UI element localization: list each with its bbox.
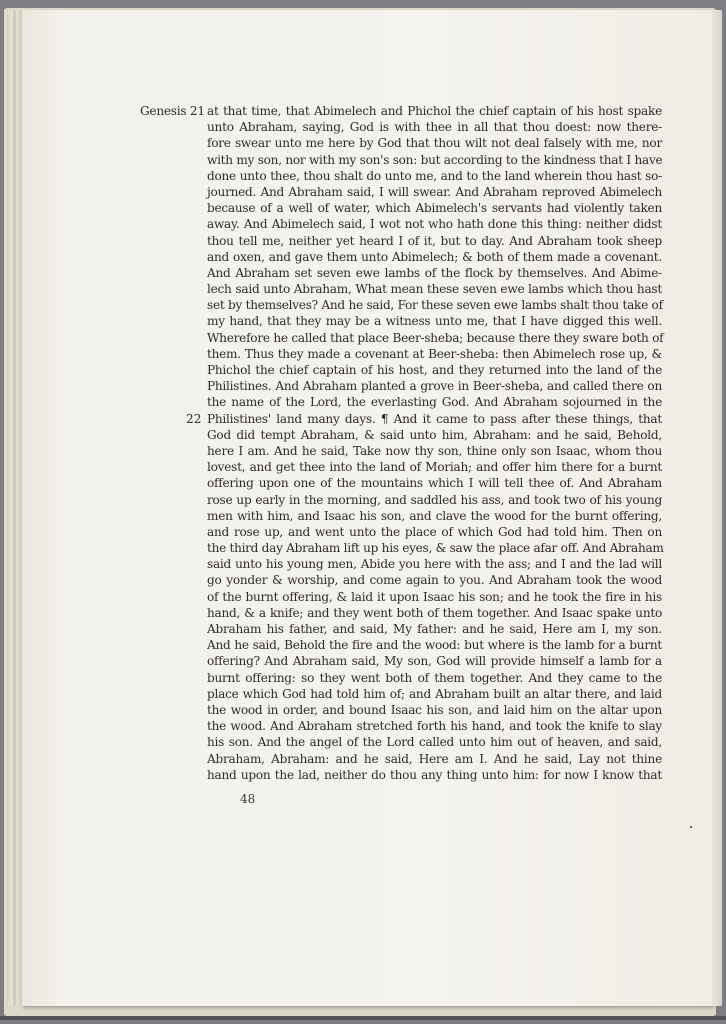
text-line: God did tempt Abraham, & said unto him, Abraham: and he said, Behold, — [207, 427, 662, 442]
text-line: and rose up, and went unto the place of which God had told him. Then on — [207, 524, 662, 539]
page-edges — [4, 10, 24, 1006]
text-line: set by themselves? And he said, For these seven ewe lambs shalt thou take of — [207, 298, 663, 313]
text-line: lovest, and get thee into the land of Moriah; and offer him there for a burnt — [207, 460, 662, 475]
text-line: the third day Abraham lift up his eyes, & saw the place afar off. And Abraham — [207, 541, 664, 556]
text-line: journed. And Abraham said, I will swear. And Abraham reproved Abimelech — [207, 184, 662, 199]
text-line: at that time, that Abimelech and Phichol the chief captain of his host spake — [207, 104, 662, 118]
text-line: because of a well of water, which Abimelech's servants had violently taken — [207, 201, 662, 216]
book-name: Genesis — [140, 104, 187, 118]
text-line: And Abraham set seven ewe lambs of the flock by themselves. And Abime- — [207, 265, 662, 280]
text-line: away. And Abimelech said, I wot not who hath done this thing: neither didst — [207, 217, 662, 232]
text-line: here I am. And he said, Take now thy son, thine only son Isaac, whom thou — [207, 443, 662, 458]
text-line: offering? And Abraham said, My son, God will provide himself a lamb for a — [207, 654, 662, 669]
scan-bottom-edge — [0, 1016, 726, 1020]
text-line: said unto his young men, Abide you here with the ass; and I and the lad will — [207, 557, 662, 572]
text-line: thou tell me, neither yet heard I of it, but to day. And Abraham took sheep — [207, 233, 662, 248]
text-line: burnt offering: so they went both of them together. And they came to the — [207, 670, 662, 685]
text-line: Phichol the chief captain of his host, and they returned into the land of the — [207, 363, 662, 377]
text-line: go yonder & worship, and come again to you. And Abraham took the wood — [207, 573, 662, 588]
text-line: Philistines. And Abraham planted a grove in Beer-sheba, and called there on — [207, 379, 662, 394]
page-number: 48 — [240, 792, 256, 806]
text-line: place which God had told him of; and Abraham built an altar there, and laid — [207, 686, 662, 701]
text-line: Wherefore he called that place Beer-sheba; because there they sware both of — [207, 330, 664, 345]
text-line: the name of the Lord, the everlasting God. And Abraham sojourned in the — [207, 395, 662, 410]
text-line: and oxen, and gave them unto Abimelech; & both of them made a covenant. — [207, 249, 662, 264]
text-line: with my son, nor with my son's son: but according to the kindness that I have — [207, 152, 663, 167]
body-text — [207, 103, 662, 783]
text-line: of the burnt offering, & laid it upon Isaac his son; and he took the fire in his — [207, 589, 662, 604]
verse-marker: 22 — [186, 412, 202, 426]
text-line: lech said unto Abraham, What mean these seven ewe lambs which thou hast — [207, 282, 662, 297]
text-line: hand upon the lad, neither do thou any thing unto him: for now I know that — [207, 767, 662, 782]
text-line: Abraham, Abraham: and he said, Here am I. And he said, Lay not thine — [207, 751, 662, 766]
text-line: Philistines' land many days. ¶ And it came to pass after these things, that — [207, 411, 662, 426]
text-line: Abraham his father, and said, My father: and he said, Here am I, my son. — [207, 622, 662, 636]
text-line: them. Thus they made a covenant at Beer-sheba: then Abimelech rose up, & — [207, 346, 662, 361]
page-right-edge — [712, 10, 722, 1006]
text-line: offering upon one of the mountains which I will tell thee of. And Abraham — [207, 476, 662, 491]
text-line: fore swear unto me here by God that thou wilt not deal falsely with me, nor — [207, 136, 662, 151]
text-line: hand, & a knife; and they went both of them together. And Isaac spake unto — [207, 605, 662, 620]
text-line: rose up early in the morning, and saddled his ass, and took two of his young — [207, 492, 662, 507]
page-mark — [690, 826, 692, 828]
text-line: men with him, and Isaac his son, and clave the wood for the burnt offering, — [207, 508, 662, 523]
text-line: my hand, that they may be a witness unto me, that I have digged this well. — [207, 314, 662, 329]
text-line: his son. And the angel of the Lord called unto him out of heaven, and said, — [207, 735, 662, 750]
running-head — [140, 103, 205, 119]
text-line: And he said, Behold the fire and the wood: but where is the lamb for a burnt — [207, 638, 662, 653]
text-line: unto Abraham, saying, God is with thee in all that thou doest: now there- — [207, 120, 662, 135]
text-line: the wood. And Abraham stretched forth his hand, and took the knife to slay — [207, 719, 662, 734]
text-line: done unto thee, thou shalt do unto me, and to the land wherein thou hast so- — [207, 168, 662, 183]
chapter-number: 21 — [189, 104, 205, 118]
text-line: the wood in order, and bound Isaac his son, and laid him on the altar upon — [207, 702, 662, 717]
